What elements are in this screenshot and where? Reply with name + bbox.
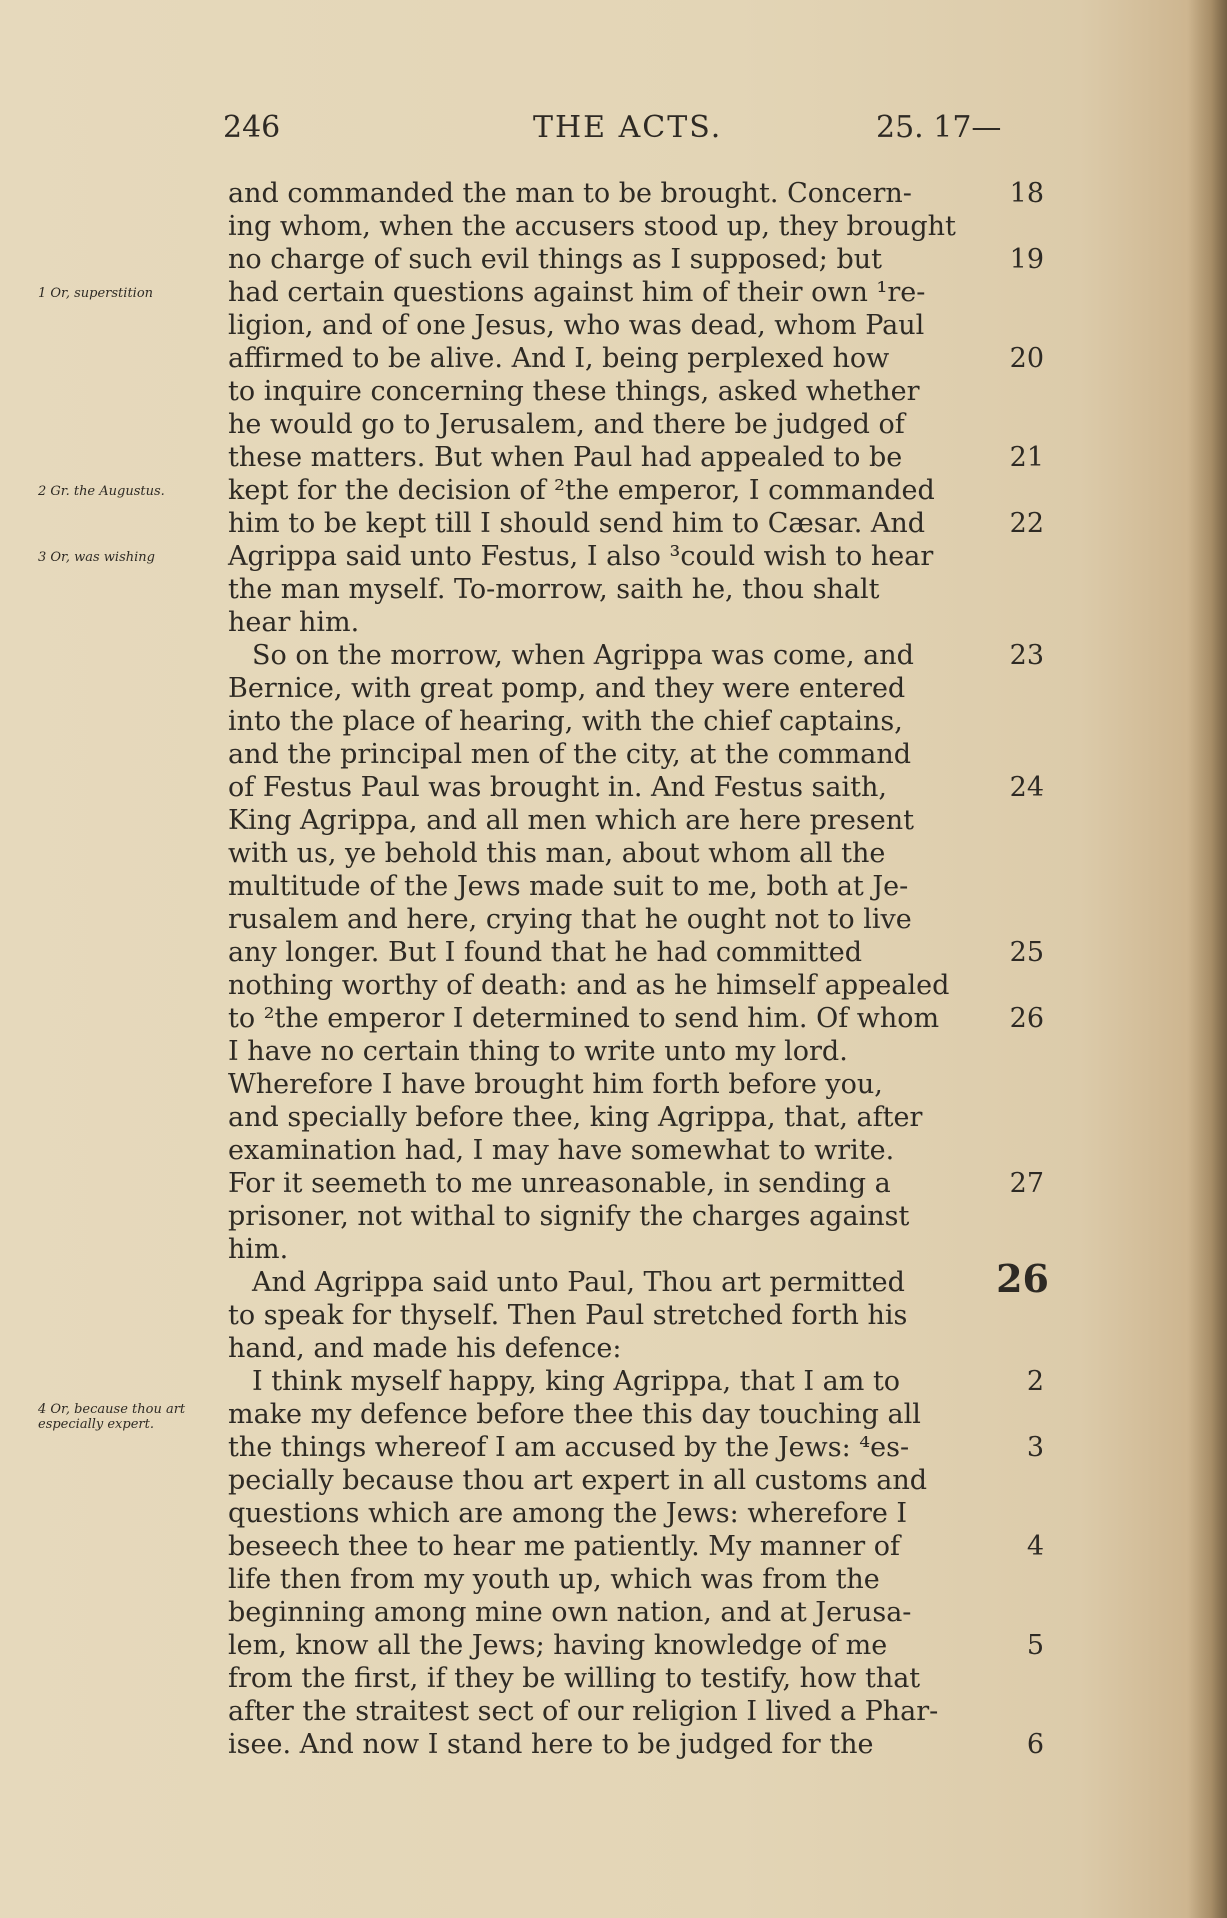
text-line: him to be kept till I should send him to Cæsar. And 22 — [228, 508, 1044, 539]
text-line: of Festus Paul was brought in. And Festus saith, 24 — [228, 772, 1044, 803]
text-line: into the place of hearing, with the chief captains, — [228, 706, 903, 737]
text-line: questions which are among the Jews: wherefore I — [228, 1498, 908, 1529]
text-line: and the principal men of the city, at the command — [228, 739, 912, 770]
text-line: ligion, and of one Jesus, who was dead, whom Paul — [228, 310, 925, 341]
text-line: he would go to Jerusalem, and there be judged of — [228, 409, 905, 440]
text-line: ing whom, when the accusers stood up, they brought — [228, 211, 956, 242]
text-line: life then from my youth up, which was from the — [228, 1564, 880, 1595]
text-line: lem, know all the Jews; having knowledge of me 5 — [228, 1630, 1044, 1661]
text-line: Agrippa said unto Festus, I also ³could wish to hear — [228, 541, 934, 572]
verse-number: 26 — [1009, 1003, 1044, 1034]
text-line: Bernice, with great pomp, and they were entered — [228, 673, 906, 704]
text-line: rusalem and here, crying that he ought not to live — [228, 904, 912, 935]
text-line: him. — [228, 1234, 289, 1265]
text-line: multitude of the Jews made suit to me, both at Je- — [228, 871, 909, 902]
text-line: Wherefore I have brought him forth before you, — [228, 1069, 883, 1100]
text-line: to inquire concerning these things, asked whether — [228, 376, 920, 407]
text-line: kept for the decision of ²the emperor, I commanded — [228, 475, 935, 506]
text-line: beseech thee to hear me patiently. My manner of 4 — [228, 1531, 1044, 1562]
text-line: to speak for thyself. Then Paul stretched forth his — [228, 1300, 908, 1331]
text-line: from the first, if they be willing to testify, how that — [228, 1663, 921, 1694]
text-line: pecially because thou art expert in all customs and — [228, 1465, 928, 1496]
text-line: after the straitest sect of our religion I lived a Phar- — [228, 1696, 939, 1727]
text-line: For it seemeth to me unreasonable, in sending a 27 — [228, 1168, 1044, 1199]
verse-number: 21 — [1009, 442, 1044, 473]
text-line: make my defence before thee this day touching all — [228, 1399, 921, 1430]
text-line: examination had, I may have somewhat to write. — [228, 1135, 895, 1166]
text-line: I have no certain thing to write unto my lord. — [228, 1036, 848, 1067]
verse-number: 25 — [1009, 937, 1044, 968]
verse-number: 5 — [1026, 1630, 1044, 1661]
chapter-number: 26 — [996, 1256, 1049, 1301]
verse-number: 18 — [1009, 178, 1044, 209]
text-line: had certain questions against him of their own ¹re- — [228, 277, 926, 308]
verse-number: 27 — [1009, 1168, 1044, 1199]
text-line: I think myself happy, king Agrippa, that I am to 2 — [252, 1366, 1044, 1397]
verse-number: 23 — [1009, 640, 1044, 671]
text-line: isee. And now I stand here to be judged for the 6 — [228, 1729, 1044, 1760]
text-line: hear him. — [228, 607, 360, 638]
text-line: to ²the emperor I determined to send him. Of whom 26 — [228, 1003, 1044, 1034]
verse-number: 4 — [1026, 1531, 1044, 1562]
page-number: 246 — [223, 110, 281, 145]
text-line: the man myself. To-morrow, saith he, thou shalt — [228, 574, 880, 605]
text-line: prisoner, not withal to signify the charges against — [228, 1201, 910, 1232]
verse-number: 2 — [1026, 1366, 1044, 1397]
margin-note-1: 1 Or, superstition — [38, 286, 154, 301]
text-line: and specially before thee, king Agrippa, that, after — [228, 1102, 923, 1133]
verse-number: 19 — [1009, 244, 1044, 275]
text-line: beginning among mine own nation, and at Jerusa- — [228, 1597, 912, 1628]
chapter-reference: 25. 17— — [876, 110, 1002, 145]
text-line: And Agrippa said unto Paul, Thou art permitted 26 — [252, 1256, 1049, 1301]
text-line: nothing worthy of death: and as he himself appealed — [228, 970, 950, 1001]
text-line: So on the morrow, when Agrippa was come, and 23 — [252, 640, 1044, 671]
margin-note-3: 3 Or, was wishing — [38, 550, 155, 565]
text-line: these matters. But when Paul had appealed to be 21 — [228, 442, 1044, 473]
scripture-text — [0, 177, 1227, 1761]
verse-number: 3 — [1026, 1432, 1044, 1463]
text-line: with us, ye behold this man, about whom all the — [228, 838, 886, 869]
text-line: affirmed to be alive. And I, being perplexed how 20 — [228, 343, 1044, 374]
margin-note-2: 2 Gr. the Augustus. — [38, 484, 165, 499]
text-line: any longer. But I found that he had committed 25 — [228, 937, 1044, 968]
text-line: hand, and made his defence: — [228, 1333, 622, 1364]
verse-number: 6 — [1026, 1729, 1044, 1760]
text-line: and commanded the man to be brought. Concern- 18 — [228, 178, 1044, 209]
verse-number: 22 — [1009, 508, 1044, 539]
text-line: the things whereof I am accused by the Jews: ⁴es- 3 — [228, 1432, 1044, 1463]
text-line: no charge of such evil things as I supposed; but 19 — [228, 244, 1044, 275]
verse-number: 20 — [1009, 343, 1044, 374]
margin-note-4: 4 Or, because thou art especially expert. — [38, 1402, 186, 1432]
running-header — [0, 110, 1227, 150]
book-title: THE ACTS. — [533, 110, 723, 145]
text-line: King Agrippa, and all men which are here present — [228, 805, 914, 836]
verse-number: 24 — [1009, 772, 1044, 803]
